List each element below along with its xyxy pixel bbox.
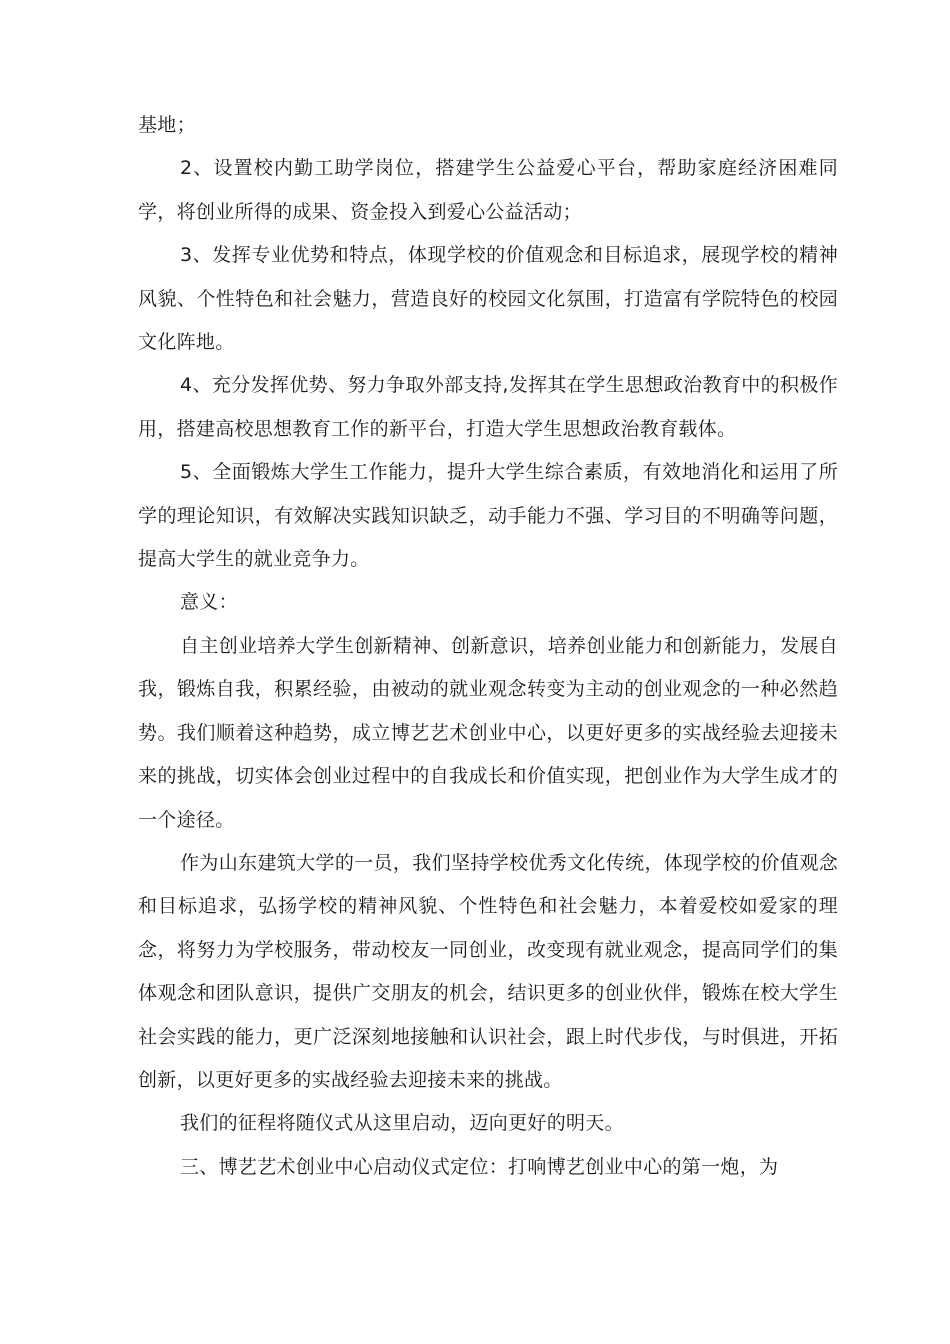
- paragraph-significance-1: 自主创业培养大学生创新精神、创新意识，培养创业能力和创新能力，发展自我，锻炼自我，积累经验，由被动的就业观念转变为主动的创业观念的一种必然趋势。我们顺着这种趋势，成立博艺艺术创业中心，以更好更多的实战经验去迎接未来的挑战，切实体会创业过程中的自我成长和价值实现，把创业作为大学生成才的一个途径。: [138, 634, 838, 831]
- paragraph-item-3: 3、发挥专业优势和特点，体现学校的价值观念和目标追求，展现学校的精神风貌、个性特色和社会魅力，营造良好的校园文化氛围，打造富有学院特色的校园文化阵地。: [138, 244, 838, 354]
- paragraph-continuation: 基地；: [138, 114, 196, 136]
- paragraph-item-2: 2、设置校内勤工助学岗位，搭建学生公益爱心平台，帮助家庭经济困难同学，将创业所得的成果、资金投入到爱心公益活动；: [138, 157, 838, 223]
- paragraph-significance-2: 作为山东建筑大学的一员，我们坚持学校优秀文化传统，体现学校的价值观念和目标追求，弘扬学校的精神风貌、个性特色和社会魅力，本着爱校如爱家的理念，将努力为学校服务，带动校友一同创业，改变现有就业观念，提高同学们的集体观念和团队意识，提供广交朋友的机会，结识更多的创业伙伴，锻炼在校大学生社会实践的能力，更广泛深刻地接触和认识社会，跟上时代步伐，与时俱进，开拓创新，以更好更多的实战经验去迎接未来的挑战。: [138, 851, 838, 1091]
- paragraph-journey: 我们的征程将随仪式从这里启动，迈向更好的明天。: [180, 1112, 624, 1135]
- section-heading-significance: 意义：: [180, 591, 238, 614]
- paragraph-item-4: 4、充分发挥优势、努力争取外部支持,发挥其在学生思想政治教育中的积极作用，搭建高校思想教育工作的新平台，打造大学生思想政治教育载体。: [138, 374, 838, 440]
- section-heading-ceremony-positioning: 三、博艺艺术创业中心启动仪式定位：打响博艺创业中心的第一炮，为: [180, 1155, 779, 1178]
- paragraph-item-5: 5、全面锻炼大学生工作能力，提升大学生综合素质，有效地消化和运用了所学的理论知识，有效解决实践知识缺乏，动手能力不强、学习目的不明确等问题，提高大学生的就业竞争力。: [138, 461, 838, 571]
- document-body: [138, 104, 838, 1189]
